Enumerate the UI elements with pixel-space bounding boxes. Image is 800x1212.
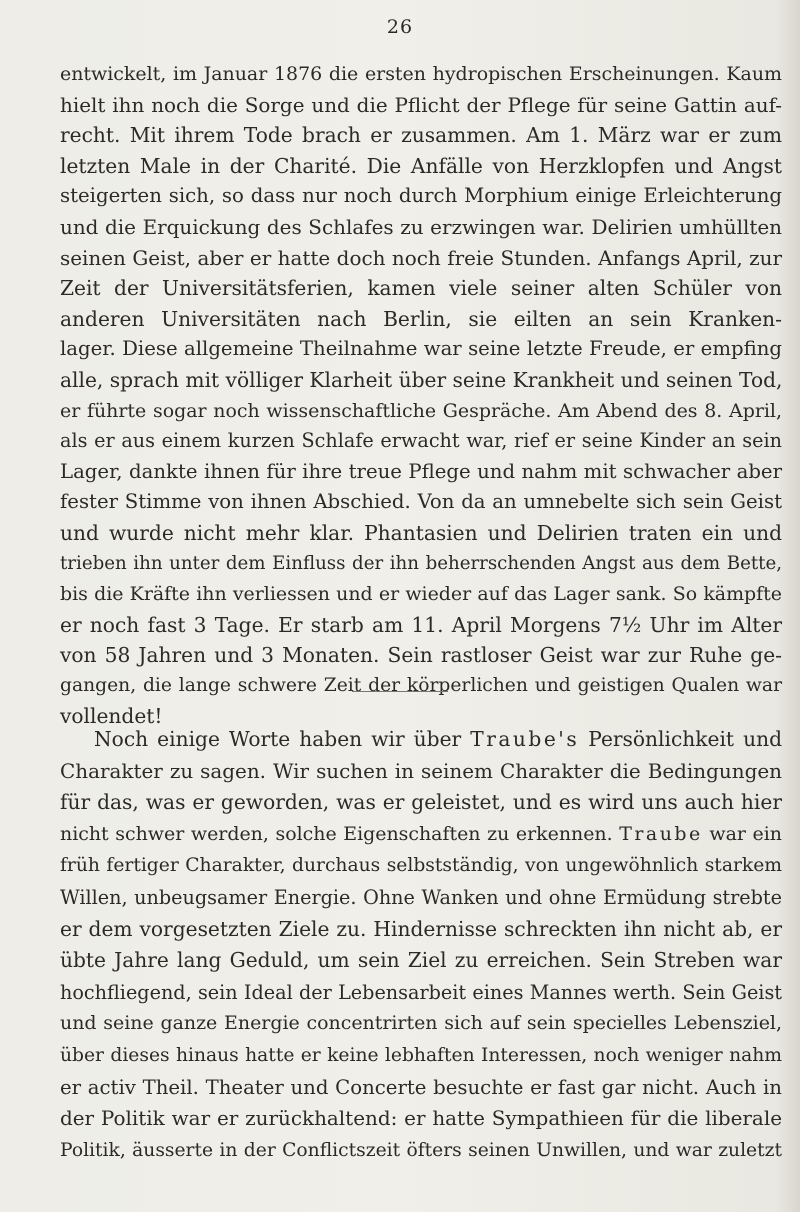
text-line: bis die Kräfte ihn verliessen und er wieder auf das Lager sank. So kämpfte (60, 583, 782, 606)
text-line: und seine ganze Energie concentrirten sich auf sein specielles Lebensziel, (60, 1012, 782, 1035)
text-line: entwickelt, im Januar 1876 die ersten hydropischen Erscheinungen. Kaum (60, 63, 782, 85)
text-line: hochfliegend, sein Ideal der Lebensarbeit eines Mannes werth. Sein Geist (60, 980, 782, 1004)
text-line: Politik, äusserte in der Conflictszeit öfters seinen Unwillen, und war zuletzt (60, 1139, 782, 1161)
text-line: er dem vorgesetzten Ziele zu. Hindernisse schreckten ihn nicht ab, er (60, 916, 782, 941)
text-line: nicht schwer werden, solche Eigenschaften zu erkennen. Traube war ein (60, 822, 782, 845)
text-line: seinen Geist, aber er hatte doch noch freie Stunden. Anfangs April, zur (60, 245, 782, 270)
text-line: er führte sogar noch wissenschaftliche Gespräche. Am Abend des 8. April, (60, 399, 782, 422)
text-line: trieben ihn unter dem Einfluss der ihn beherrschenden Angst aus dem Bette, (60, 552, 782, 574)
text-line: für das, was er geworden, was er geleistet, und es wird uns auch hier (60, 790, 782, 815)
text-line: Willen, unbeugsamer Energie. Ohne Wanken und ohne Ermüdung strebte (60, 885, 782, 909)
text-line: hielt ihn noch die Sorge und die Pflicht der Pflege für seine Gattin auf- (60, 92, 782, 117)
text-line: Charakter zu sagen. Wir suchen in seinem Charakter die Bedingungen (60, 758, 782, 783)
text-line: der Politik war er zurückhaltend: er hatte Sympathieen für die liberale (60, 1106, 782, 1131)
text-line: und die Erquickung des Schlafes zu erzwingen war. Delirien umhüllten (60, 214, 782, 239)
text-line: alle, sprach mit völliger Klarheit über seine Krankheit und seinen Tod, (60, 367, 783, 392)
text-line: recht. Mit ihrem Tode brach er zusammen. Am 1. März war er zum (60, 123, 782, 148)
paragraph-2 (60, 724, 782, 1166)
text-line: übte Jahre lang Geduld, um sein Ziel zu erreichen. Sein Streben war (60, 948, 782, 973)
text-line: und wurde nicht mehr klar. Phantasien und Delirien traten ein und (60, 520, 782, 545)
text-line: Lager, dankte ihnen für ihre treue Pflege und nahm mit schwacher aber (60, 459, 782, 483)
text-line: früh fertiger Charakter, durchaus selbstständig, von ungewöhnlich starkem (60, 855, 782, 877)
text-line: er noch fast 3 Tage. Er starb am 11. April Morgens 7½ Uhr im Alter (60, 612, 782, 637)
text-line: lager. Diese allgemeine Theilnahme war seine letzte Freude, er empfing (60, 337, 782, 361)
page-number: 26 (386, 16, 414, 38)
text-line: als er aus einem kurzen Schlafe erwacht war, rief er seine Kinder an sein (60, 429, 782, 453)
text-line: steigerten sich, so dass nur noch durch Morphium einige Erleichterung (60, 184, 782, 208)
name-traube: Traube (619, 822, 703, 845)
text-line: vollendet! (60, 704, 163, 729)
text-line: anderen Universitäten nach Berlin, sie eilten an sein Kranken- (60, 306, 782, 331)
name-traube: Traube's (470, 727, 580, 751)
section-divider (352, 691, 448, 692)
text-line: fester Stimme von ihnen Abschied. Von da an umnebelte sich sein Geist (60, 490, 782, 514)
text-line: von 58 Jahren und 3 Monaten. Sein rastloser Geist war zur Ruhe ge- (60, 643, 782, 668)
text-line: gangen, die lange schwere Zeit der körperlichen und geistigen Qualen war (60, 674, 782, 696)
text-line: über dieses hinaus hatte er keine lebhaften Interessen, noch weniger nahm (60, 1044, 782, 1066)
text-line: er activ Theil. Theater und Concerte besuchte er fast gar nicht. Auch in (60, 1075, 782, 1099)
text-line: Noch einige Worte haben wir über Traube's Persönlichkeit und (94, 727, 783, 751)
paragraph-1 (60, 59, 782, 732)
text-line: Zeit der Universitätsferien, kamen viele seiner alten Schüler von (60, 276, 782, 301)
text-line: letzten Male in der Charité. Die Anfälle von Herzklopfen und Angst (60, 153, 782, 178)
